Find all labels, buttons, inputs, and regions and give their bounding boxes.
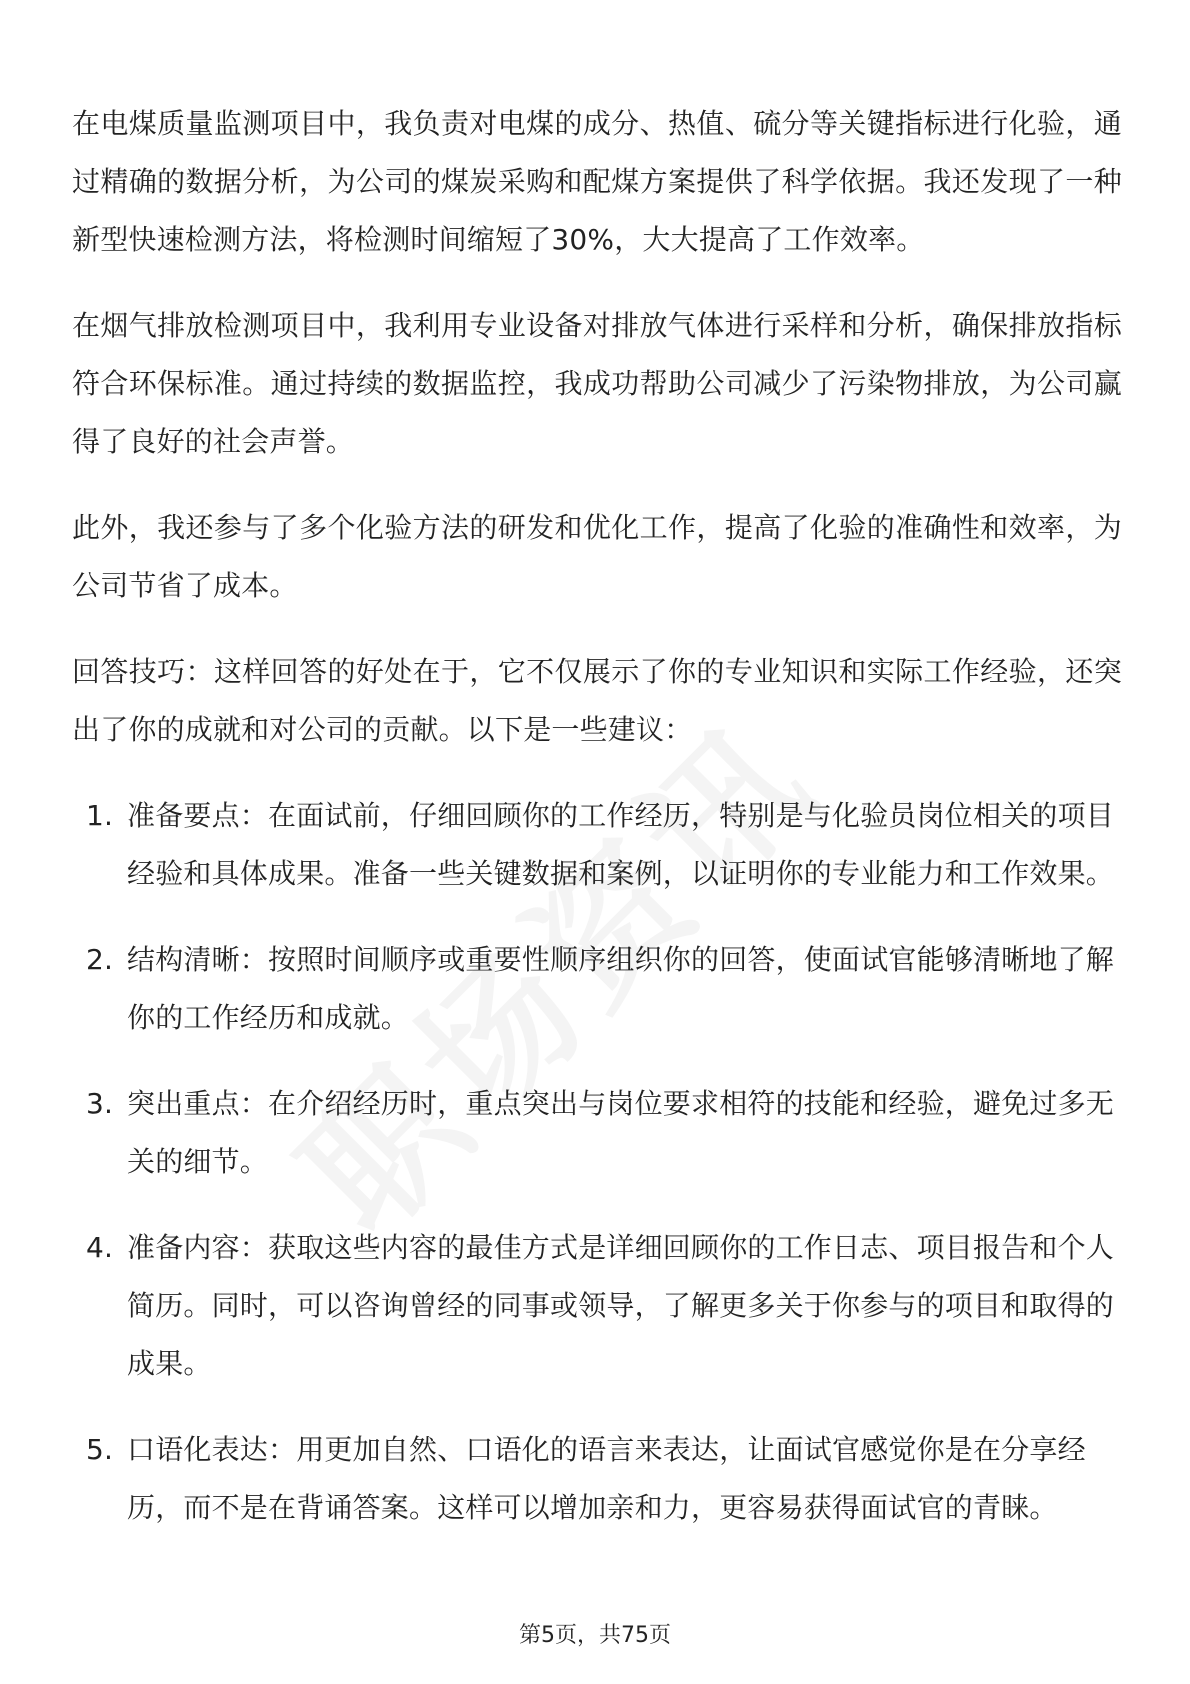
tips-list bbox=[72, 787, 1122, 1537]
list-item-text: 结构清晰：按照时间顺序或重要性顺序组织你的回答，使面试官能够清晰地了解你的工作经历和成就。 bbox=[127, 943, 1115, 1034]
paragraph-answer-tips: 回答技巧：这样回答的好处在于，它不仅展示了你的专业知识和实际工作经验，还突出了你的成就和对公司的贡献。以下是一些建议： bbox=[72, 655, 1122, 746]
list-item bbox=[72, 1219, 1122, 1393]
list-item bbox=[72, 1421, 1122, 1537]
list-number: 3. bbox=[86, 1087, 114, 1120]
paragraph-coal-quality: 在电煤质量监测项目中，我负责对电煤的成分、热值、硫分等关键指标进行化验，通过精确的数据分析，为公司的煤炭采购和配煤方案提供了科学依据。我还发现了一种新型快速检测方法，将检测时间缩短了30%，大大提高了工作效率。 bbox=[72, 107, 1122, 256]
list-item bbox=[72, 931, 1122, 1047]
list-item-text: 突出重点：在介绍经历时，重点突出与岗位要求相符的技能和经验，避免过多无关的细节。 bbox=[127, 1087, 1115, 1178]
list-number: 5. bbox=[86, 1433, 114, 1466]
list-item-text: 口语化表达：用更加自然、口语化的语言来表达，让面试官感觉你是在分享经历，而不是在背诵答案。这样可以增加亲和力，更容易获得面试官的青睐。 bbox=[127, 1433, 1086, 1524]
paragraph-flue-gas: 在烟气排放检测项目中，我利用专业设备对排放气体进行采样和分析，确保排放指标符合环保标准。通过持续的数据监控，我成功帮助公司减少了污染物排放，为公司赢得了良好的社会声誉。 bbox=[72, 309, 1122, 458]
list-number: 2. bbox=[86, 943, 114, 976]
list-item-text: 准备内容：获取这些内容的最佳方式是详细回顾你的工作日志、项目报告和个人简历。同时，可以咨询曾经的同事或领导，了解更多关于你参与的项目和取得的成果。 bbox=[127, 1231, 1115, 1380]
list-number: 1. bbox=[86, 799, 114, 832]
paragraph-methods: 此外，我还参与了多个化验方法的研发和优化工作，提高了化验的准确性和效率，为公司节省了成本。 bbox=[72, 511, 1122, 602]
list-item bbox=[72, 787, 1122, 903]
list-item-text: 准备要点：在面试前，仔细回顾你的工作经历，特别是与化验员岗位相关的项目经验和具体成果。准备一些关键数据和案例，以证明你的专业能力和工作效果。 bbox=[127, 799, 1115, 890]
page-footer: 第5页，共75页 bbox=[519, 1623, 671, 1648]
document-body bbox=[72, 95, 1122, 1565]
list-item bbox=[72, 1075, 1122, 1191]
list-number: 4. bbox=[86, 1231, 114, 1264]
